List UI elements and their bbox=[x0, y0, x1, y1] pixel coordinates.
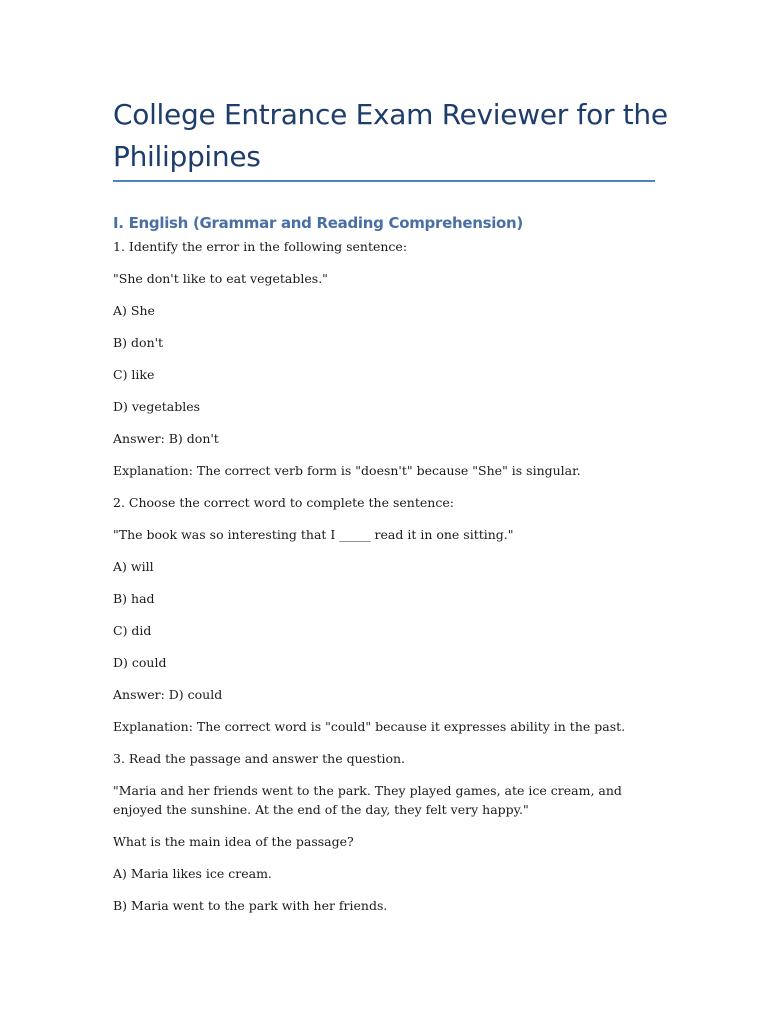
question-3-option-a: A) Maria likes ice cream. bbox=[113, 866, 272, 881]
question-1-sentence: "She don't like to eat vegetables." bbox=[113, 271, 328, 286]
question-1-option-c: C) like bbox=[113, 367, 155, 382]
title-underline-rule bbox=[113, 180, 655, 182]
question-3-option-b: B) Maria went to the park with her friends. bbox=[113, 898, 388, 913]
question-1-option-d: D) vegetables bbox=[113, 399, 201, 414]
question-1-explanation: Explanation: The correct verb form is "doesn't" because "She" is singular. bbox=[113, 463, 581, 478]
question-1-answer: Answer: B) don't bbox=[113, 431, 219, 446]
question-2-answer: Answer: D) could bbox=[113, 687, 223, 702]
question-3-question: What is the main idea of the passage? bbox=[113, 834, 354, 849]
question-2-sentence: "The book was so interesting that I _____ read it in one sitting." bbox=[113, 527, 514, 542]
question-2-explanation: Explanation: The correct word is "could" because it expresses ability in the past. bbox=[113, 719, 626, 734]
question-3-passage: "Maria and her friends went to the park. They played games, ate ice cream, and enjoyed the sunshine. At the end of the day, they felt very happy." bbox=[113, 783, 622, 817]
question-1-option-a: A) She bbox=[113, 303, 155, 318]
document-title: College Entrance Exam Reviewer for the Philippines bbox=[113, 98, 668, 173]
question-2-option-b: B) had bbox=[113, 591, 155, 606]
question-3-prompt: 3. Read the passage and answer the question. bbox=[113, 751, 406, 766]
section-heading-english: I. English (Grammar and Reading Comprehension) bbox=[113, 214, 523, 232]
question-2-option-c: C) did bbox=[113, 623, 152, 638]
question-2-option-d: D) could bbox=[113, 655, 167, 670]
question-1-prompt: 1. Identify the error in the following sentence: bbox=[113, 239, 408, 254]
question-1-option-b: B) don't bbox=[113, 335, 164, 350]
question-2-prompt: 2. Choose the correct word to complete the sentence: bbox=[113, 495, 454, 510]
question-2-option-a: A) will bbox=[113, 559, 154, 574]
